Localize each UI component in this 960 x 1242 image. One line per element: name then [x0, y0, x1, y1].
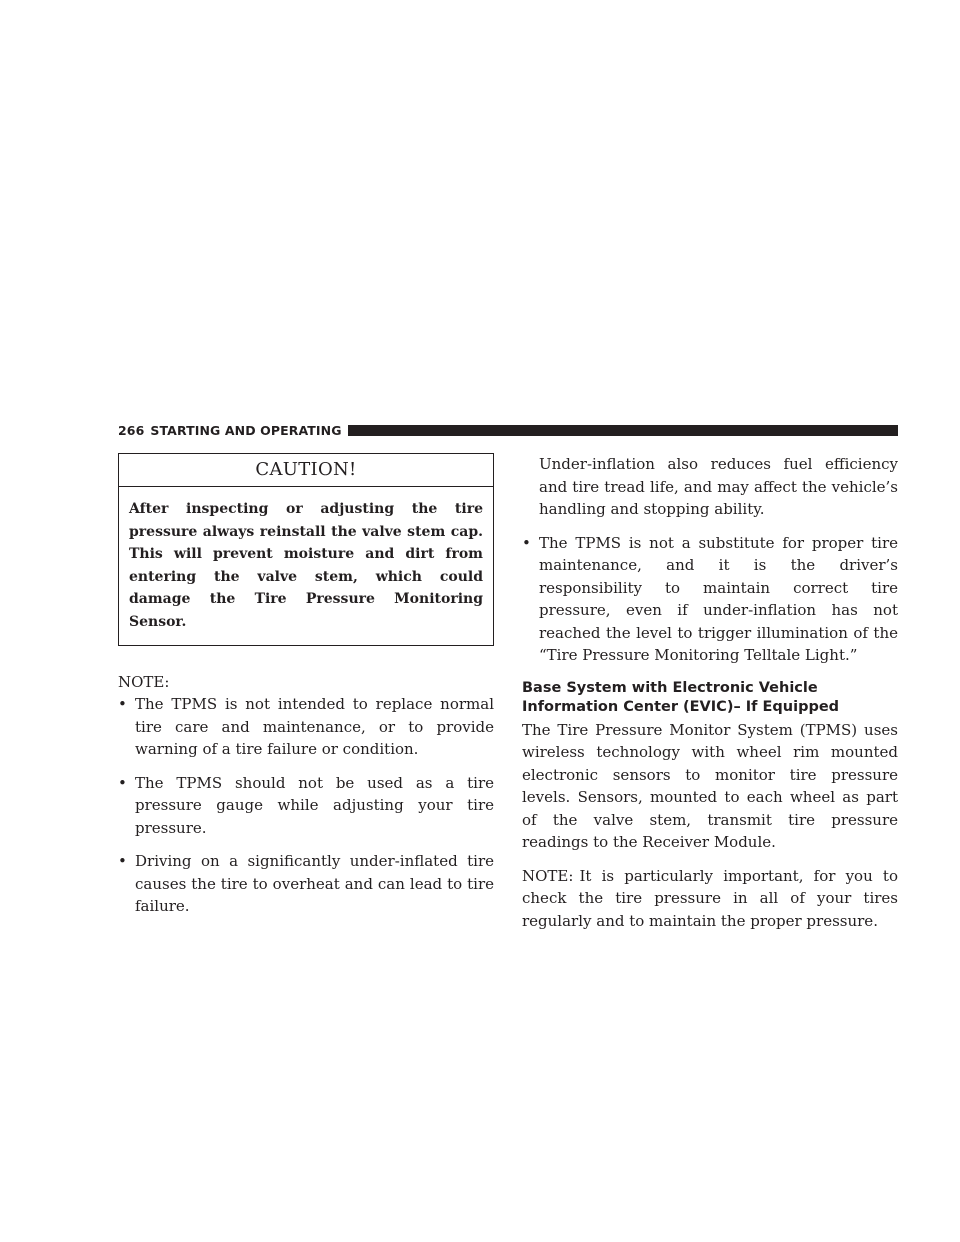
- bullet-mark: •: [118, 852, 127, 870]
- page-header: [118, 421, 898, 439]
- note-paragraph: [522, 865, 898, 933]
- caution-body: After inspecting or adjusting the tire pressure always reinstall the valve stem cap. This will prevent moisture and dirt from entering the valve stem, which could damage the Tire Pressure Monitoring Sensor.: [129, 501, 483, 630]
- bullet-mark: •: [118, 695, 127, 713]
- note-inline-label: NOTE:: [522, 866, 574, 885]
- header-rule: [348, 425, 898, 436]
- list-item: [522, 532, 898, 667]
- bullet-text: The TPMS is not intended to replace normal tire care and maintenance, or to provide warning of a tire failure or condition.: [135, 695, 494, 758]
- caution-title: CAUTION!: [119, 454, 493, 487]
- section-heading: Base System with Electronic Vehicle Information Center (EVIC)– If Equipped: [522, 679, 840, 715]
- list-item: [118, 850, 494, 918]
- left-column: [118, 453, 494, 918]
- section-paragraph: The Tire Pressure Monitor System (TPMS) uses wireless technology with wheel rim mounted electronic sensors to monitor tire pressure levels. Sensors, mounted to each wheel as part of the valve stem, transmit tire pressure readings to the Receiver Module.: [522, 720, 898, 851]
- bullet-mark: •: [118, 773, 127, 792]
- section-title: STARTING AND OPERATING: [150, 422, 342, 438]
- bullet-continuation: [522, 453, 898, 521]
- bullet-text: The TPMS should not be used as a tire pressure gauge while adjusting your tire pressure.: [135, 773, 494, 837]
- continuation-text: Under-inflation also reduces fuel efficiency and tire tread life, and may affect the vehicle’s handling and stopping ability.: [539, 455, 898, 518]
- note-label: NOTE:: [118, 673, 170, 691]
- bullet-mark: •: [522, 533, 531, 552]
- right-column: [522, 453, 898, 932]
- page-number: 266: [118, 422, 145, 438]
- list-item: [118, 693, 494, 761]
- list-item: [118, 772, 494, 840]
- bullet-text: Driving on a significantly under-inflated tire causes the tire to overheat and can lead to tire failure.: [135, 852, 494, 915]
- note-inline-text: It is particularly important, for you to check the tire pressure in all of your tires regularly and to maintain the proper pressure.: [522, 866, 898, 930]
- bullet-text: The TPMS is not a substitute for proper tire maintenance, and it is the driver’s responsibility to maintain correct tire pressure, even if under-inflation has not reached the level to trigger illumination of the “Tire Pressure Monitoring Telltale Light.”: [539, 533, 898, 664]
- caution-box: [118, 453, 494, 646]
